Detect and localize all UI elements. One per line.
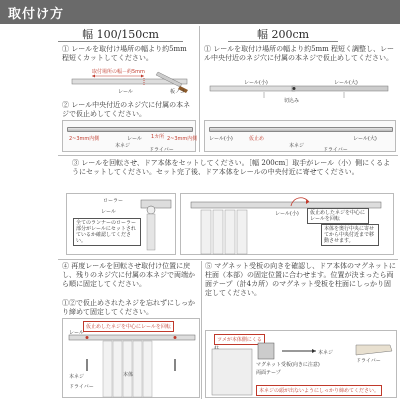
step-4-illustration bbox=[62, 318, 200, 398]
rail-label-3: レール bbox=[101, 209, 116, 215]
rail-bar-right bbox=[209, 127, 393, 132]
screw-in-label: 本ネジ bbox=[318, 350, 334, 356]
magnet-direction-note: ツメが本体側にくる bbox=[214, 334, 265, 345]
rotate-tag: 仮止めしたネジを中心にレールを回転 bbox=[83, 321, 174, 332]
step-2-left-text: ② レール中央付近のネジ穴に付属の本ネジで仮止めしてください。 bbox=[62, 101, 191, 118]
page-title-bar bbox=[0, 0, 400, 24]
magnet-plate-label: マグネット受板(向きに注意) bbox=[256, 362, 320, 368]
roller-drawing bbox=[137, 196, 177, 254]
screw-head-warning: 本ネジの頭が出ないようにしっかり締めてください。 bbox=[256, 385, 382, 396]
inner-offset-note-right: 2~3mm内側 bbox=[167, 136, 198, 142]
rail-large-label: レール(大) bbox=[334, 80, 358, 86]
rail-label-4: レール bbox=[69, 330, 84, 336]
driver-label-4: ドライバー bbox=[69, 384, 94, 390]
step-1-left-text: ① レールを取付け場所の幅より約5mm 程短くカットしてください。 bbox=[62, 45, 187, 62]
rail-join-drawing bbox=[204, 78, 396, 104]
inner-offset-note-left: 2~3mm内側 bbox=[69, 136, 100, 142]
screw-label-2: 本ネジ bbox=[115, 143, 131, 149]
one-place-label: 1カ所 bbox=[151, 134, 165, 140]
rail-bar bbox=[67, 127, 193, 132]
section-divider-1 bbox=[58, 155, 398, 156]
rail-label: レール bbox=[118, 89, 133, 95]
column-divider-lower bbox=[201, 261, 202, 399]
step-4-note: ①②で仮止めされたネジを忘れずにしっかり締めて固定してください。 bbox=[62, 299, 195, 316]
cut-mark-label: 切込み bbox=[284, 98, 300, 104]
step-1-left-illustration bbox=[62, 66, 196, 96]
rail-small-label-2: レール(小) bbox=[209, 136, 233, 142]
step-2-left-illustration bbox=[62, 120, 196, 152]
temp-fix-label: 仮止め bbox=[249, 136, 265, 142]
door-center-note: 本体を奥行中央に寄せてから中央付近まで移動させます。 bbox=[321, 224, 379, 246]
rail-label-2: レール bbox=[127, 136, 142, 142]
page-title: 取付け方 bbox=[8, 7, 65, 22]
step-3-text: ③ レールを回転させ、ドア本体をセットしてください。［幅 200cm］取手がレール（小）側にくるようにセットしてください。セット完了後、ドア本体をレールの中央付近に寄せてください。 bbox=[72, 159, 391, 176]
roller-label: ローラー bbox=[103, 198, 124, 204]
step-3-illustration-right bbox=[180, 193, 394, 255]
screw-label-4: 本ネジ bbox=[69, 374, 85, 380]
rotate-note: 仮止めしたネジを中心にレールを回転 bbox=[307, 208, 369, 224]
step-5-illustration bbox=[205, 330, 397, 398]
step-5-text: ⑤ マグネット受板の向きを確認し、ドア本体のマグネットに柱面（本部）の固定位置に合わせます。位置が決まったら両面テープ（計4カ所）のマグネット受板を柱面にしっかり固定してください。 bbox=[205, 262, 396, 297]
saw-label: 板ノコ bbox=[170, 89, 185, 95]
driver-label-3: ドライバー bbox=[323, 147, 348, 153]
double-tape-label: 両面テープ bbox=[256, 370, 281, 376]
driver-label-5: ドライバー bbox=[356, 358, 381, 364]
roller-check-note: 全てのランナーのローラー部分がレールにセットされているか確認してください。 bbox=[73, 218, 141, 246]
step-3-illustration-left bbox=[66, 193, 176, 255]
screw-label-3: 本ネジ bbox=[289, 143, 305, 149]
section-divider-2 bbox=[58, 259, 398, 260]
rail-large-label-2: レール(大) bbox=[353, 136, 377, 142]
column-header-right: 幅 200cm bbox=[228, 26, 338, 42]
step-4-text: ④ 再度レールを回転させ取付け位置に戻し、残りのネジ穴に付属の本ネジで両端から順に固定してください。 bbox=[62, 262, 195, 288]
step-2-right-illustration bbox=[204, 120, 396, 152]
column-divider bbox=[199, 26, 200, 152]
driver-label-2: ドライバー bbox=[149, 147, 174, 153]
step-1-right-illustration bbox=[204, 78, 396, 104]
cut-width-note: 取付場所の幅－約5mm bbox=[92, 69, 145, 75]
column-header-left: 幅 100/150cm bbox=[58, 26, 183, 42]
step-1-right-text: ① レールを取付け場所の幅より約5mm 程短く調整し、レール中央付近のネジ穴に付属の本ネジで仮止めしてください。 bbox=[204, 45, 395, 62]
body-label: 本体 bbox=[123, 372, 134, 378]
rail-small-label-3: レール(小) bbox=[275, 211, 299, 217]
rail-small-label: レール(小) bbox=[244, 80, 268, 86]
